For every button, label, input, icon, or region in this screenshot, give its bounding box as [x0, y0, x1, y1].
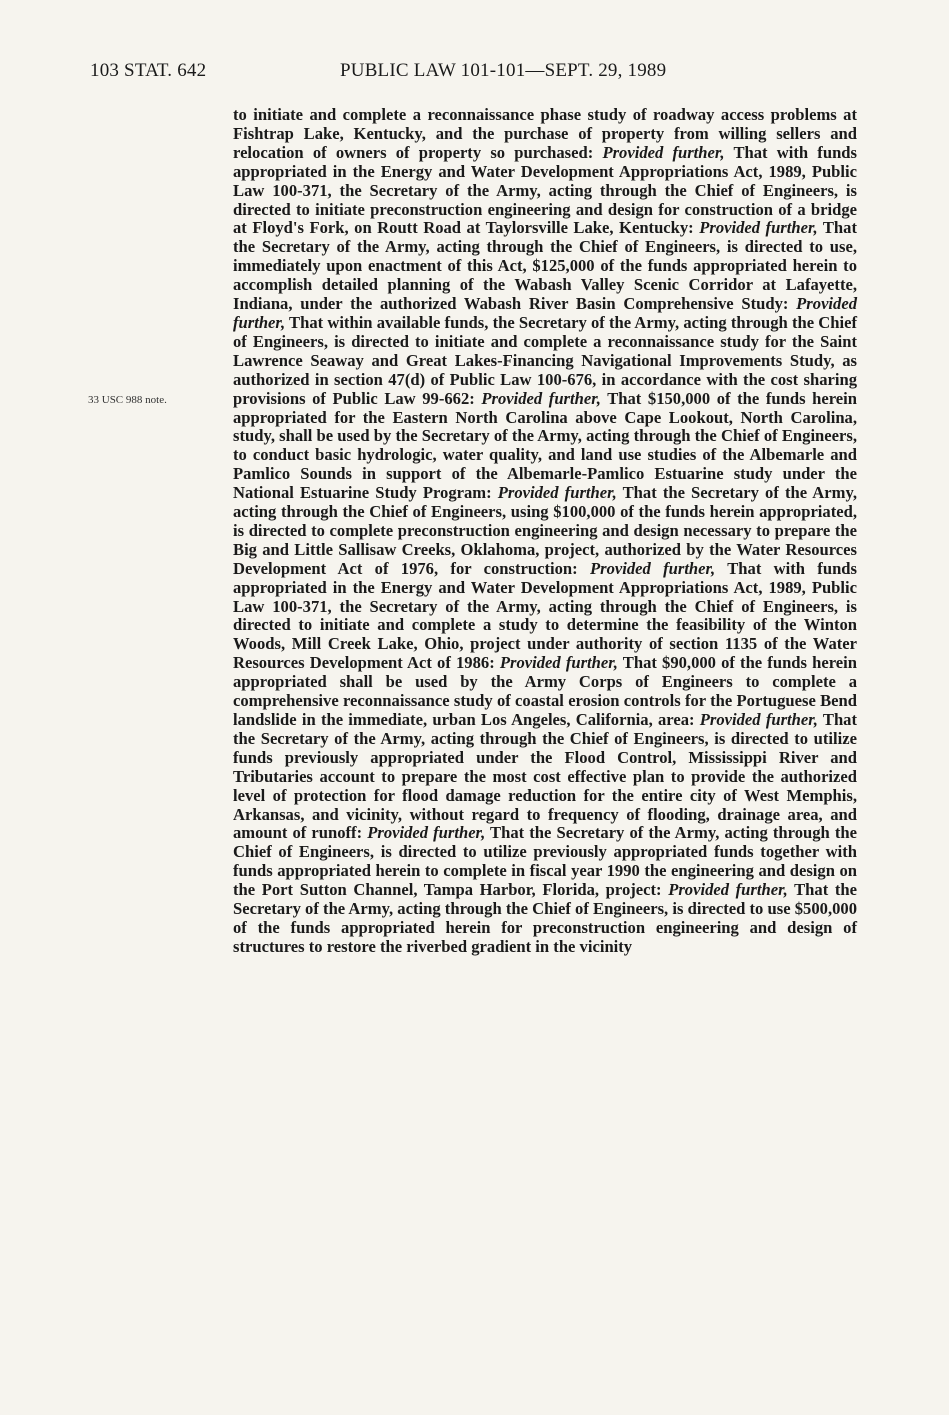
text-segment: That with funds appropriated in the Energy and Water Development Appropriations Act, 1989, Public Law 100-371, the Secretary of the Army, acting through the Chief of Engineers, is directed to initiate preconstruction engineering and design for construction of a bridge at Floyd's Fork, on Routt Road at Taylorsville Lake, Kentucky:: [233, 142, 857, 238]
text-segment: That the Secretary of the Army, acting through the Chief of Engineers, is directed to utilize funds previously appropriated under the Flood Control, Mississippi River and Tributaries account to prepare the most cost effective plan to provide the authorized level of protection for flood damage reduction for the entire city of West Memphis, Arkansas, and vicinity, without regard to frequency of flooding, drainage area, and amount of runoff:: [233, 710, 857, 843]
text-segment: That with funds appropriated in the Energy and Water Development Appropriations Act, 1989, Public Law 100-371, the Secretary of the Army, acting through the Chief of Engineers, is directed to initiate and complete a study to determine the feasibility of the Winton Woods, Mill Creek Lake, Ohio, project under authority of section 1135 of the Water Resources Development Act of 1986:: [233, 558, 857, 673]
proviso-phrase: Provided further,: [589, 558, 716, 578]
text-segment: That within available funds, the Secretary of the Army, acting through the Chief of Engineers, is directed to initiate and complete a reconnaissance study for the Saint Lawrence Seaway and Great Lakes-Financing Navigational Improvements Study, as authorized in section 47(d) of Public Law 100-676, in accordance with the cost sharing provisions of Public Law 99-662:: [233, 312, 857, 408]
proviso-phrase: Provided further,: [497, 483, 617, 503]
page-header: [90, 60, 870, 90]
margin-citation: 33 USC 988 note.: [88, 394, 167, 406]
proviso-phrase: Provided further,: [233, 294, 857, 332]
text-segment: to initiate and complete a reconnaissance phase study of roadway access problems at Fishtrap Lake, Kentucky, and the purchase of property from willing sellers and relocation of owners of property so purchased:: [233, 105, 857, 162]
proviso-phrase: Provided further,: [668, 880, 788, 900]
text-segment: That the Secretary of the Army, acting through the Chief of Engineers, is directed to utilize previously appropriated funds together with funds appropriated herein to complete in fiscal year 1990 the engineering and design on the Port Sutton Channel, Tampa Harbor, Florida, project:: [233, 823, 857, 900]
proviso-phrase: Provided further,: [499, 653, 618, 673]
proviso-phrase: Provided further,: [699, 218, 818, 238]
text-segment: That the Secretary of the Army, acting through the Chief of Engineers, using $100,000 of the funds herein appropriated, is directed to complete preconstruction engineering and design necessary to prepare the Big and Little Sallisaw Creeks, Oklahoma, project, authorized by the Water Resources Development Act of 1976, for construction:: [233, 483, 857, 578]
proviso-phrase: Provided further,: [602, 142, 725, 162]
statute-page-number: 103 STAT. 642: [90, 60, 207, 81]
proviso-phrase: Provided further,: [699, 710, 818, 729]
proviso-phrase: Provided further,: [367, 823, 486, 843]
text-segment: That the Secretary of the Army, acting through the Chief of Engineers, is directed to use $500,000 of the funds appropriated herein for preconstruction engineering and design of structures to restore the riverbed gradient in the vicinity: [233, 880, 857, 956]
text-segment: That $150,000 of the funds herein appropriated for the Eastern North Carolina above Cape Lookout, North Carolina, study, shall be used by the Secretary of the Army, acting through the Chief of Engineers, to conduct basic hydrologic, water quality, and land use studies of the Albemarle and Pamlico Sounds in support of the Albemarle-Pamlico Estuarine study under the National Estuarine Study Program:: [233, 388, 857, 503]
body-paragraph: [233, 106, 857, 957]
proviso-phrase: Provided further,: [481, 388, 601, 408]
body-text: [233, 106, 857, 957]
text-segment: That the Secretary of the Army, acting through the Chief of Engineers, is directed to use, immediately upon enactment of this Act, $125,000 of the funds appropriated herein to accomplish detailed planning of the Wabash Valley Scenic Corridor at Lafayette, Indiana, under the authorized Wabash River Basin Comprehensive Study:: [233, 218, 857, 314]
public-law-heading: PUBLIC LAW 101-101—SEPT. 29, 1989: [340, 60, 667, 81]
text-segment: That $90,000 of the funds herein appropriated shall be used by the Army Corps of Engineers to complete a comprehensive reconnaissance study of coastal erosion controls for the Portuguese Bend landslide in the immediate, urban Los Angeles, California, area:: [233, 653, 857, 729]
